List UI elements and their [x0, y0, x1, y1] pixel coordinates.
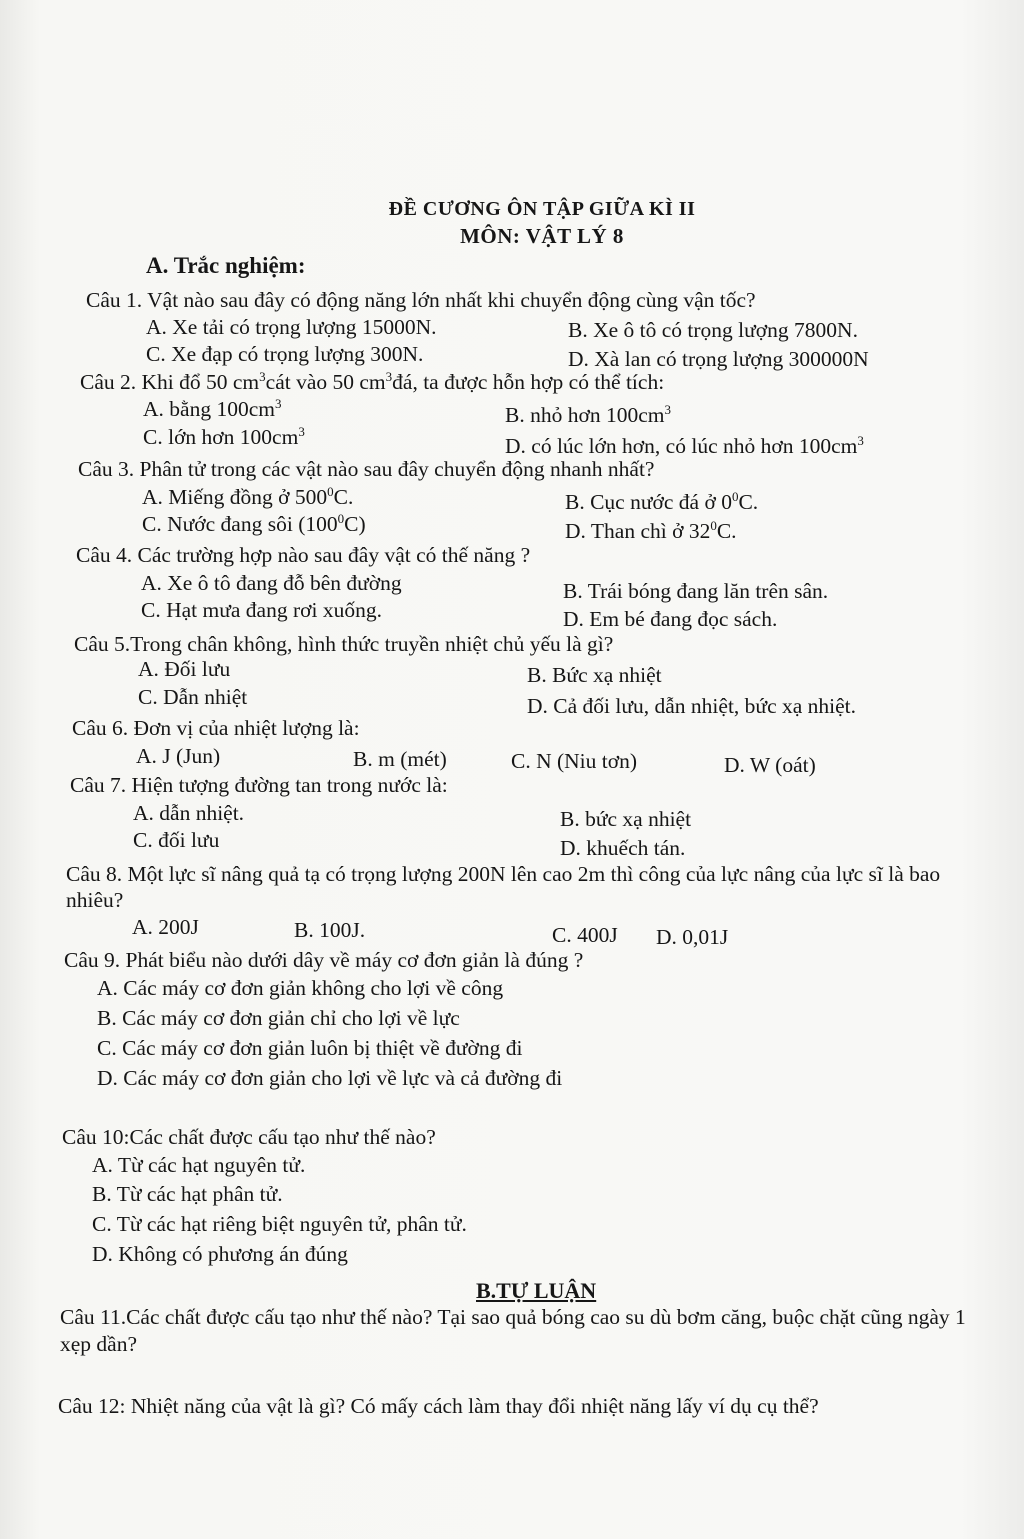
question-11: Câu 11.Các chất được cấu tạo như thế nào? Tại sao quả bóng cao su dù bơm căng, buộc chặt cũng ngày 1 xẹp dần? [60, 1305, 966, 1356]
q9-option-a: A. Các máy cơ đơn giản không cho lợi về công [97, 976, 504, 1000]
q2-option-a: A. bằng $100cm^3$ [143, 395, 282, 421]
q9-option-b: B. Các máy cơ đơn giản chỉ cho lợi về lực [97, 1006, 460, 1030]
q4-option-d: D. Em bé đang đọc sách. [563, 607, 778, 631]
q1-option-b: B. Xe ô tô có trọng lượng 7800N. [568, 318, 858, 342]
q10-option-d: D. Không có phương án đúng [92, 1242, 348, 1266]
question-3: Câu 3. Phân tử trong các vật nào sau đây chuyển động nhanh nhất? [78, 457, 655, 481]
q5-option-d: D. Cả đối lưu, dẫn nhiệt, bức xạ nhiệt. [527, 694, 857, 718]
q3-option-a: A. Miếng đồng ở $500^0C$. [142, 483, 354, 509]
q4-option-a: A. Xe ô tô đang đỗ bên đường [141, 571, 402, 595]
question-5: Câu 5.Trong chân không, hình thức truyền nhiệt chủ yếu là gì? [74, 632, 614, 656]
q7-option-c: C. đối lưu [133, 828, 220, 852]
q5-option-c: C. Dẫn nhiệt [138, 685, 248, 709]
q4-option-b: B. Trái bóng đang lăn trên sân. [563, 579, 829, 603]
q2-option-c: C. lớn hơn $100cm^3$ [143, 423, 305, 449]
q5-option-a: A. Đối lưu [138, 657, 231, 681]
q8-option-b: B. 100J. [294, 918, 366, 942]
q7-option-d: D. khuếch tán. [560, 836, 686, 860]
q5-option-b: B. Bức xạ nhiệt [527, 663, 662, 687]
question-2: Câu 2. Khi đổ 50 $cm^3cát$ vào 50 $cm^3đá$, ta được hỗn hợp có thể tích: [80, 368, 665, 394]
question-10: Câu 10:Các chất được cấu tạo như thế nào? [62, 1125, 436, 1149]
question-4: Câu 4. Các trường hợp nào sau đây vật có thế năng ? [76, 543, 531, 567]
q3-option-c: C. Nước đang sôi $(100^0C)$ [142, 510, 366, 536]
question-1: Câu 1. Vật nào sau đây có động năng lớn nhất khi chuyển động cùng vận tốc? [86, 288, 756, 312]
q10-option-c: C. Từ các hạt riêng biệt nguyên tử, phân tử. [92, 1212, 467, 1236]
q4-option-c: C. Hạt mưa đang rơi xuống. [141, 598, 382, 622]
q1-option-d: D. Xà lan có trọng lượng 300000N [568, 347, 869, 371]
document-subject: MÔN: VẬT LÝ 8 [460, 224, 624, 248]
q6-option-c: C. N (Niu tơn) [511, 749, 638, 773]
q2-option-b: B. nhỏ hơn $100cm^3$ [505, 401, 671, 427]
question-6: Câu 6. Đơn vị của nhiệt lượng là: [72, 716, 360, 740]
q2-option-d: D. có lúc lớn hơn, có lúc nhỏ hơn $100cm^3$ [505, 432, 864, 458]
q8-option-c: C. 400J [552, 923, 618, 947]
q6-option-a: A. J (Jun) [136, 744, 221, 768]
q1-option-a: A. Xe tải có trọng lượng 15000N. [146, 315, 437, 339]
q6-option-b: B. m (mét) [353, 747, 447, 771]
q8-option-a: A. 200J [132, 915, 199, 939]
q10-option-a: A. Từ các hạt nguyên tử. [92, 1153, 306, 1177]
q10-option-b: B. Từ các hạt phân tử. [92, 1182, 283, 1206]
section-b-heading: B.TỰ LUẬN [476, 1278, 597, 1303]
q3-option-d: D. Than chì ở $32^0C$. [565, 517, 737, 543]
q1-option-c: C. Xe đạp có trọng lượng 300N. [146, 342, 424, 366]
q9-option-c: C. Các máy cơ đơn giản luôn bị thiệt về đường đi [97, 1036, 523, 1060]
section-a-heading: A. Trắc nghiệm: [146, 253, 306, 278]
q9-option-d: D. Các máy cơ đơn giản cho lợi về lực và cả đường đi [97, 1066, 563, 1090]
document-header [0, 196, 1024, 250]
question-9: Câu 9. Phát biểu nào dưới dây về máy cơ đơn giản là đúng ? [64, 948, 584, 972]
document-title: ĐỀ CƯƠNG ÔN TẬP GIỮA KÌ II [388, 198, 696, 220]
q7-option-b: B. bức xạ nhiệt [560, 807, 692, 831]
question-7: Câu 7. Hiện tượng đường tan trong nước là: [70, 773, 448, 797]
q3-option-b: B. Cục nước đá ở $0^0C$. [565, 488, 759, 514]
q8-option-d: D. 0,01J [656, 925, 729, 949]
q7-option-a: A. dẫn nhiệt. [133, 801, 245, 825]
question-8: Câu 8. Một lực sĩ nâng quả tạ có trọng lượng 200N lên cao 2m thì công của lực nâng của lực sĩ là bao nhiêu? [66, 862, 941, 912]
q6-option-d: D. W (oát) [724, 753, 816, 777]
question-12: Câu 12: Nhiệt năng của vật là gì? Có mấy cách làm thay đổi nhiệt năng lấy ví dụ cụ thể? [58, 1394, 819, 1418]
